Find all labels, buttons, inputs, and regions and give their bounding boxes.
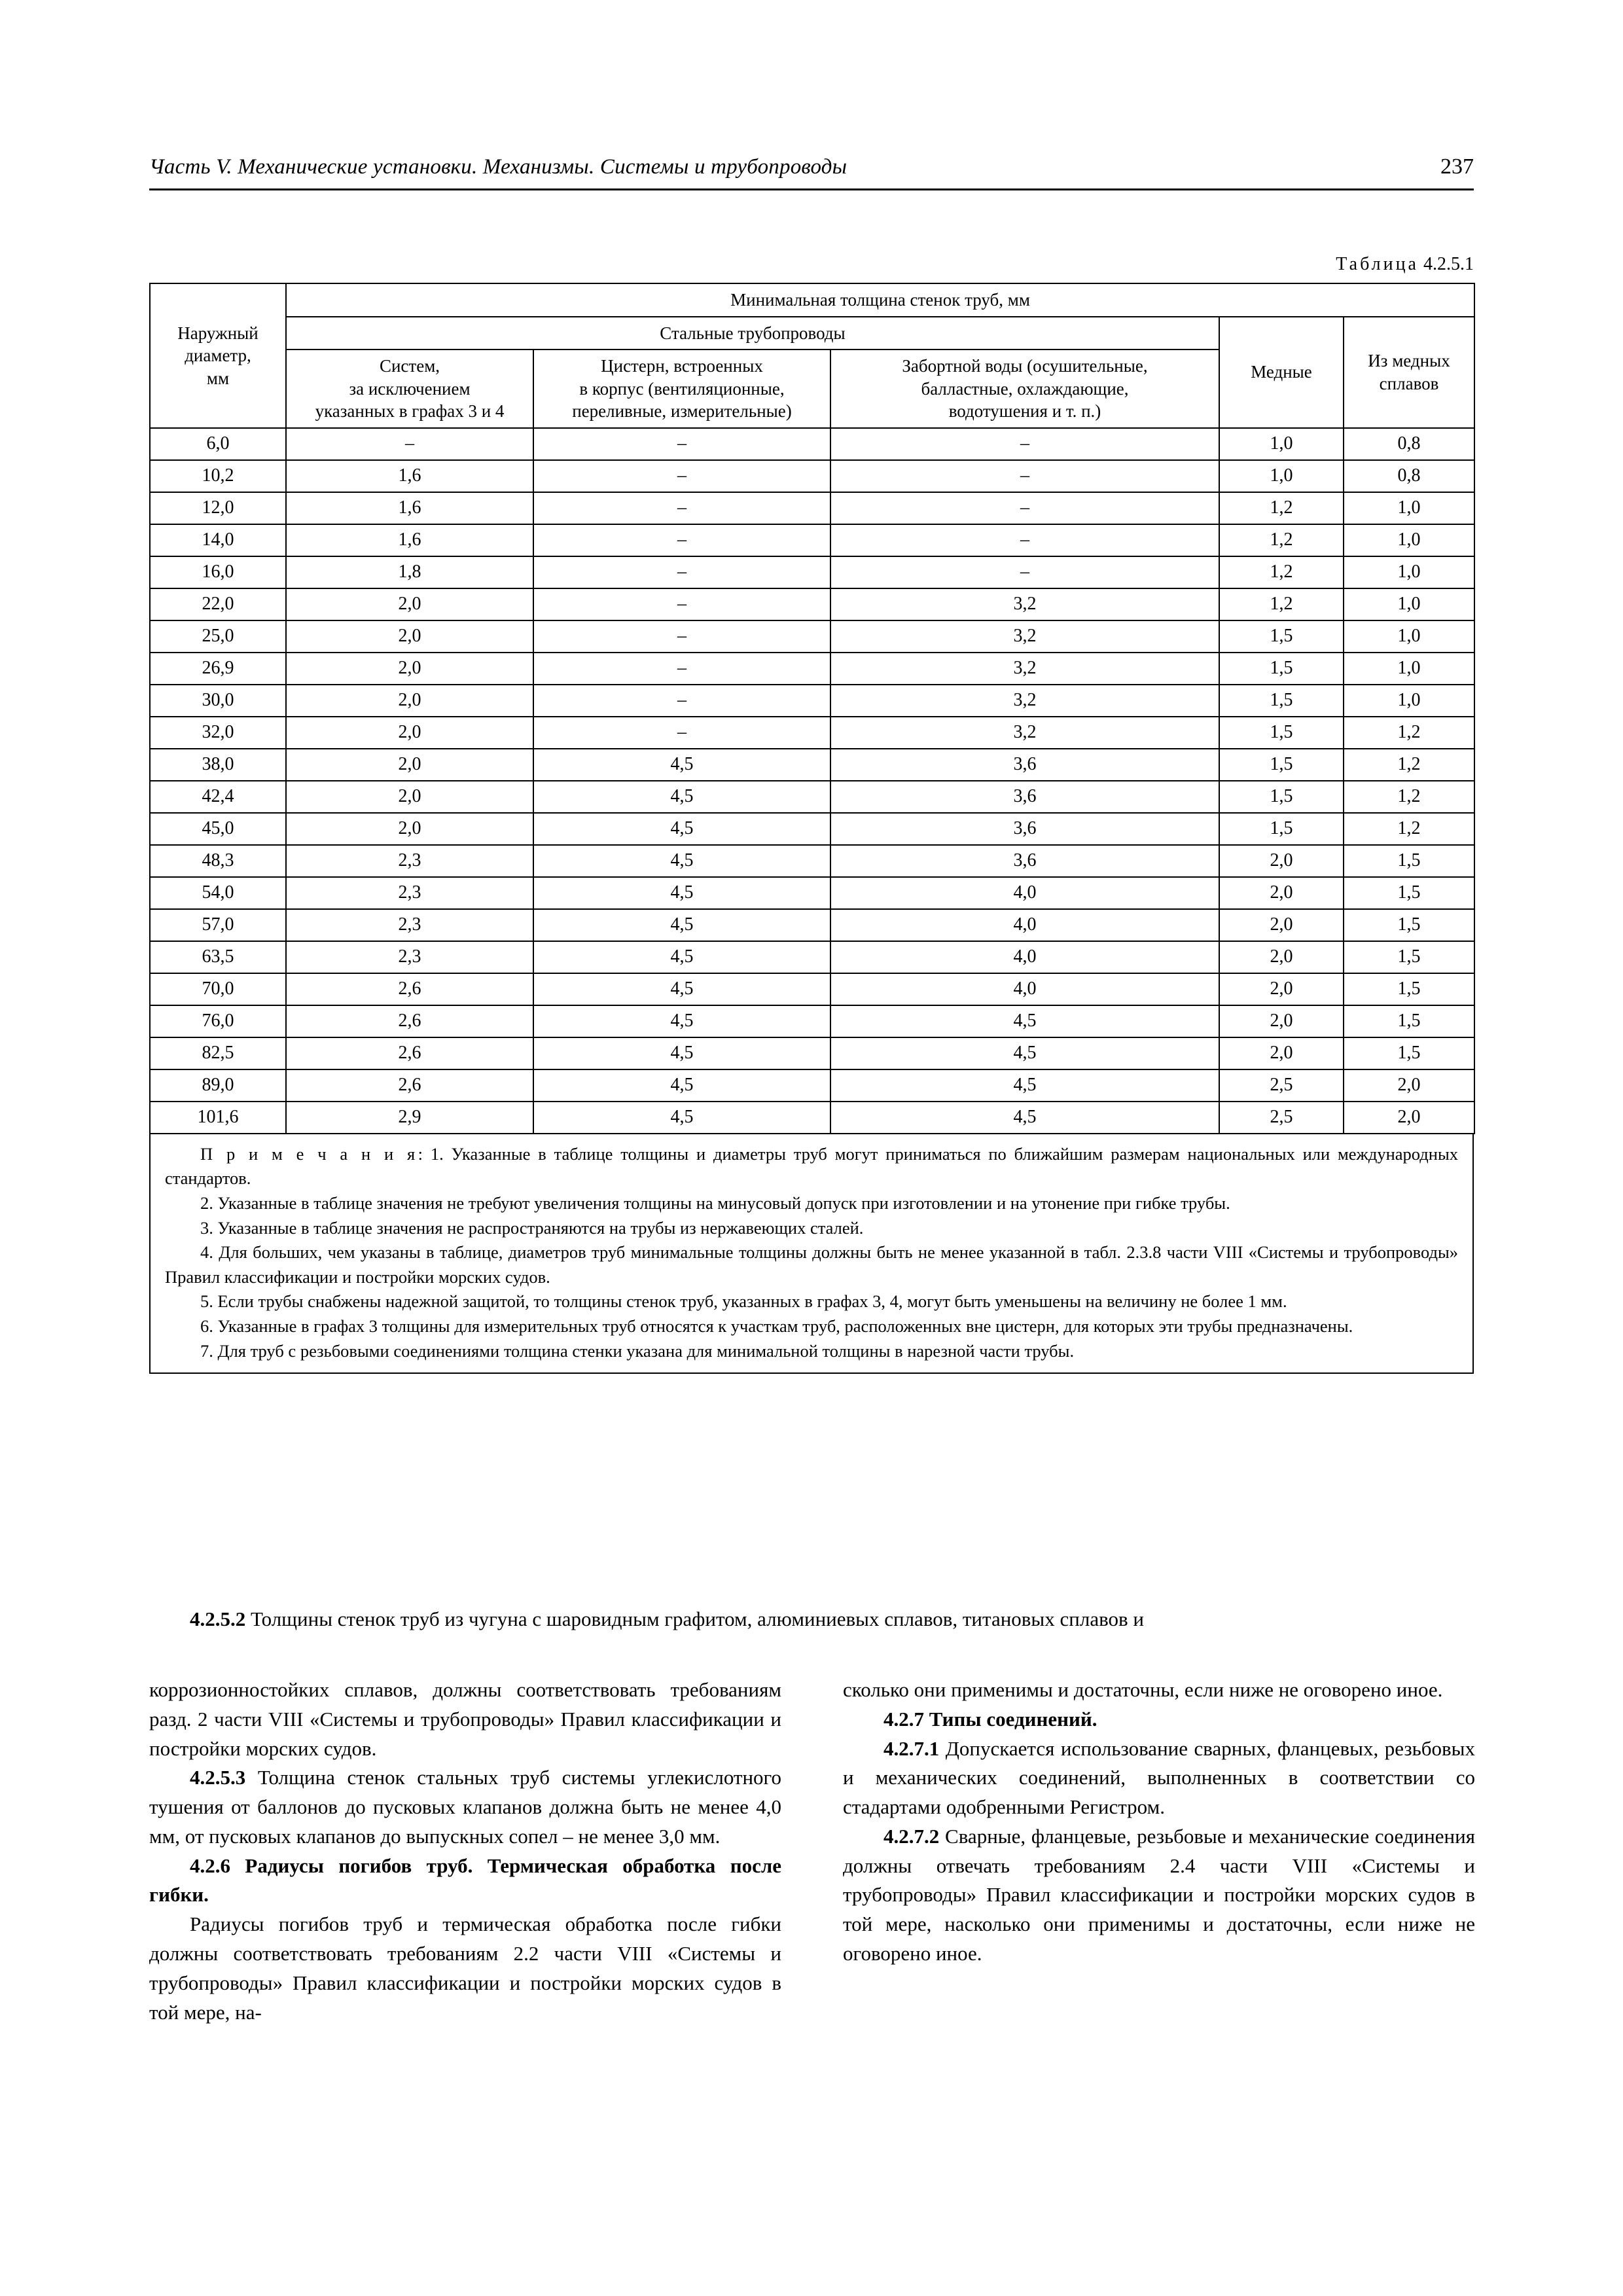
cell-thickness: 2,0 — [1344, 1069, 1474, 1102]
cell-thickness: 4,5 — [533, 781, 830, 813]
cell-diameter: 42,4 — [150, 781, 286, 813]
cell-thickness: 2,0 — [1219, 1037, 1344, 1069]
header-outer-diameter-text: Наружный диаметр, мм — [177, 323, 259, 388]
cell-thickness: – — [533, 428, 830, 460]
header-steel-pipelines: Стальные трубопроводы — [286, 317, 1219, 350]
cell-thickness: 1,2 — [1344, 749, 1474, 781]
cell-thickness: 1,5 — [1344, 973, 1474, 1005]
cell-thickness: 1,0 — [1219, 428, 1344, 460]
cell-thickness: 2,3 — [286, 845, 533, 877]
cell-thickness: 1,5 — [1344, 845, 1474, 877]
header-min-thickness: Минимальная толщина стенок труб, мм — [286, 283, 1474, 317]
table-row — [150, 556, 1474, 588]
table-head-row-2 — [150, 317, 1474, 350]
table-caption-number: 4.2.5.1 — [1423, 254, 1474, 274]
cell-diameter: 16,0 — [150, 556, 286, 588]
body-paragraph-number: 4.2.7.1 — [883, 1736, 940, 1760]
cell-thickness: 1,6 — [286, 492, 533, 524]
body-paragraph — [843, 1676, 1475, 1705]
body-paragraph-text: Толщина стенок стальных труб системы углекислотного тушения от баллонов до пусковых клапанов должна быть не менее 4,0 мм, от пусковых клапанов до выпускных сопел – не менее 3,0 мм. — [149, 1766, 781, 1848]
cell-thickness: – — [533, 653, 830, 685]
cell-thickness: 1,5 — [1219, 653, 1344, 685]
cell-thickness: 1,0 — [1219, 460, 1344, 492]
cell-thickness: 1,0 — [1344, 524, 1474, 556]
cell-thickness: 4,5 — [533, 941, 830, 973]
cell-thickness: 1,8 — [286, 556, 533, 588]
cell-thickness: 2,0 — [286, 588, 533, 620]
header-copper: Медные — [1219, 317, 1344, 428]
running-head-rule — [149, 188, 1474, 190]
cell-thickness: 2,0 — [1219, 1005, 1344, 1037]
cell-thickness: 2,5 — [1219, 1069, 1344, 1102]
cell-diameter: 12,0 — [150, 492, 286, 524]
cell-diameter: 89,0 — [150, 1069, 286, 1102]
page-number: 237 — [1440, 154, 1474, 179]
table-row — [150, 877, 1474, 909]
table-note: 2. Указанные в таблице значения не требуют увеличения толщины на минусовый допуск при изготовлении и на утонение при гибке трубы. — [200, 1193, 1230, 1213]
body-paragraph — [149, 1763, 781, 1851]
cell-thickness: 1,2 — [1344, 717, 1474, 749]
cell-thickness: 3,2 — [830, 685, 1219, 717]
cell-diameter: 22,0 — [150, 588, 286, 620]
cell-thickness: 3,6 — [830, 749, 1219, 781]
body-paragraph-text: коррозионностойких сплавов, должны соответствовать требованиям разд. 2 части VIII «Системы и трубопроводы» Правил классификации и постройки морских судов. — [149, 1678, 781, 1760]
header-seawater-text: Забортной воды (осушительные, балластные, охлаждающие, водотушения и т. п.) — [902, 356, 1148, 422]
cell-thickness: 1,0 — [1344, 653, 1474, 685]
cell-diameter: 63,5 — [150, 941, 286, 973]
cell-thickness: 2,6 — [286, 1037, 533, 1069]
body-paragraph — [149, 1852, 781, 1910]
table-row — [150, 685, 1474, 717]
cell-diameter: 76,0 — [150, 1005, 286, 1037]
cell-diameter: 57,0 — [150, 909, 286, 941]
cell-thickness: 1,5 — [1219, 685, 1344, 717]
cell-thickness: 2,3 — [286, 909, 533, 941]
cell-diameter: 14,0 — [150, 524, 286, 556]
cell-thickness: – — [830, 492, 1219, 524]
cell-thickness: 3,2 — [830, 588, 1219, 620]
thickness-table-wrapper — [149, 283, 1474, 1374]
cell-diameter: 38,0 — [150, 749, 286, 781]
cell-thickness: 1,2 — [1219, 524, 1344, 556]
cell-thickness: 3,6 — [830, 845, 1219, 877]
cell-diameter: 54,0 — [150, 877, 286, 909]
cell-diameter: 26,9 — [150, 653, 286, 685]
paragraph-4-2-5-2-text: Толщины стенок труб из чугуна с шаровидным графитом, алюминиевых сплавов, титановых сплавов и — [245, 1607, 1144, 1630]
cell-thickness: 2,0 — [1219, 941, 1344, 973]
table-note: 3. Указанные в таблице значения не распространяются на трубы из нержавеющих сталей. — [200, 1217, 864, 1238]
body-paragraph — [843, 1822, 1475, 1969]
cell-thickness: 1,0 — [1344, 685, 1474, 717]
cell-thickness: 2,3 — [286, 941, 533, 973]
table-row — [150, 973, 1474, 1005]
table-row — [150, 524, 1474, 556]
table-row — [150, 781, 1474, 813]
table-head-row-1 — [150, 283, 1474, 317]
cell-thickness: 1,5 — [1344, 909, 1474, 941]
table-row — [150, 813, 1474, 845]
cell-thickness: 4,5 — [533, 973, 830, 1005]
header-seawater — [830, 350, 1219, 428]
cell-thickness: – — [830, 524, 1219, 556]
cell-thickness: 1,2 — [1219, 492, 1344, 524]
cell-thickness: – — [533, 588, 830, 620]
cell-thickness: 1,2 — [1219, 556, 1344, 588]
table-note: 4. Для больших, чем указаны в таблице, диаметров труб минимальные толщины должны быть не менее указанной в табл. 2.3.8 части VIII «Системы и трубопроводы» Правил классификации и постройки морских судов. — [165, 1242, 1458, 1287]
cell-thickness: 4,5 — [830, 1037, 1219, 1069]
cell-thickness: – — [533, 524, 830, 556]
cell-thickness: 0,8 — [1344, 460, 1474, 492]
cell-thickness: 2,0 — [286, 717, 533, 749]
table-row — [150, 749, 1474, 781]
cell-thickness: 4,5 — [533, 813, 830, 845]
table-row — [150, 909, 1474, 941]
cell-thickness: – — [286, 428, 533, 460]
body-paragraph — [149, 1676, 781, 1763]
table-row — [150, 1037, 1474, 1069]
cell-thickness: 4,5 — [830, 1005, 1219, 1037]
header-outer-diameter — [150, 283, 286, 428]
cell-thickness: 1,0 — [1344, 588, 1474, 620]
cell-thickness: 2,3 — [286, 877, 533, 909]
cell-thickness: 1,5 — [1344, 1037, 1474, 1069]
header-copper-alloys — [1344, 317, 1474, 428]
cell-thickness: – — [533, 620, 830, 653]
cell-thickness: – — [830, 556, 1219, 588]
cell-thickness: 4,0 — [830, 941, 1219, 973]
cell-diameter: 70,0 — [150, 973, 286, 1005]
body-paragraph-text: Радиусы погибов труб и термическая обработка после гибки должны соответствовать требованиям 2.2 части VIII «Системы и трубопроводы» Правил классификации и постройки морских судов в той мере, на- — [149, 1912, 781, 2024]
cell-thickness: 1,5 — [1344, 941, 1474, 973]
body-paragraph — [843, 1705, 1475, 1734]
body-paragraph-text: Допускается использование сварных, фланцевых, резьбовых и механических соединений, выполненных в соответствии со стадартами одобренными Регистром. — [843, 1736, 1475, 1819]
header-systems-text: Систем, за исключением указанных в графах 3 и 4 — [315, 356, 505, 422]
cell-thickness: 1,2 — [1219, 588, 1344, 620]
table-note: П р и м е ч а н и я: 1. Указанные в таблице толщины и диаметры труб могут приниматься по ближайшим размерам национальных или международных стандартов. — [165, 1143, 1459, 1189]
cell-thickness: 2,9 — [286, 1102, 533, 1134]
cell-thickness: 2,0 — [1344, 1102, 1474, 1134]
table-caption — [149, 254, 1474, 275]
cell-thickness: 1,0 — [1344, 492, 1474, 524]
cell-thickness: 2,0 — [286, 620, 533, 653]
body-paragraph-number: 4.2.5.3 — [190, 1766, 246, 1789]
cell-thickness: 3,6 — [830, 781, 1219, 813]
table-body — [150, 428, 1474, 1134]
cell-diameter: 82,5 — [150, 1037, 286, 1069]
cell-thickness: 1,5 — [1219, 749, 1344, 781]
paragraph-4-2-5-2-number: 4.2.5.2 — [190, 1607, 246, 1630]
body-paragraph — [843, 1734, 1475, 1822]
table-note: 6. Указанные в графах 3 толщины для измерительных труб относятся к участкам труб, расположенных вне цистерн, для которых эти трубы предназначены. — [200, 1316, 1353, 1336]
running-head — [149, 154, 1474, 179]
cell-thickness: 4,5 — [533, 845, 830, 877]
cell-thickness: 1,6 — [286, 460, 533, 492]
table-row — [150, 653, 1474, 685]
cell-thickness: 4,5 — [533, 877, 830, 909]
table-row — [150, 845, 1474, 877]
cell-thickness: 2,5 — [1219, 1102, 1344, 1134]
cell-thickness: – — [533, 556, 830, 588]
cell-thickness: 1,0 — [1344, 556, 1474, 588]
cell-thickness: 4,5 — [830, 1102, 1219, 1134]
table-caption-label: Таблица — [1336, 254, 1419, 274]
table-row — [150, 428, 1474, 460]
cell-diameter: 6,0 — [150, 428, 286, 460]
cell-thickness: 2,0 — [1219, 877, 1344, 909]
body-paragraph — [149, 1910, 781, 2027]
cell-thickness: 2,0 — [286, 813, 533, 845]
cell-thickness: – — [533, 492, 830, 524]
table-note: 7. Для труб с резьбовыми соединениями толщина стенки указана для минимальной толщины в нарезной части трубы. — [200, 1340, 1075, 1361]
body-paragraph-number: 4.2.6 Радиусы погибов труб. Термическая обработка после гибки. — [149, 1854, 781, 1907]
table-note: 5. Если трубы снабжены надежной защитой, то толщины стенок труб, указанных в графах 3, 4, могут быть уменьшены на величину не более 1 мм. — [200, 1291, 1287, 1312]
body-paragraph-number: 4.2.7.2 — [883, 1824, 940, 1848]
cell-thickness: 4,5 — [533, 909, 830, 941]
header-systems — [286, 350, 533, 428]
body-columns — [149, 1676, 1475, 2265]
cell-diameter: 25,0 — [150, 620, 286, 653]
cell-thickness: 1,5 — [1219, 813, 1344, 845]
table-row — [150, 1005, 1474, 1037]
cell-thickness: 4,5 — [830, 1069, 1219, 1102]
header-tanks — [533, 350, 830, 428]
table-notes-label: П р и м е ч а н и я — [200, 1143, 418, 1164]
cell-thickness: 1,0 — [1344, 620, 1474, 653]
cell-thickness: 3,2 — [830, 653, 1219, 685]
header-tanks-text: Цистерн, встроенных в корпус (вентиляционные, переливные, измерительные) — [572, 356, 792, 422]
table-notes — [149, 1134, 1474, 1374]
cell-thickness: 3,6 — [830, 813, 1219, 845]
table-head — [150, 283, 1474, 428]
body-paragraph-text: Сварные, фланцевые, резьбовые и механические соединения должны отвечать требованиям 2.4 части VIII «Системы и трубопроводы» Правил классификации и постройки морских судов в той мере, насколько они применимы и достаточны, если ниже не оговорено иное. — [843, 1824, 1475, 1965]
thickness-table — [149, 283, 1475, 1134]
cell-thickness: 2,6 — [286, 973, 533, 1005]
cell-diameter: 101,6 — [150, 1102, 286, 1134]
cell-thickness: 1,2 — [1344, 781, 1474, 813]
cell-diameter: 30,0 — [150, 685, 286, 717]
body-column-left — [149, 1676, 781, 2027]
cell-thickness: 4,0 — [830, 877, 1219, 909]
cell-thickness: 4,0 — [830, 909, 1219, 941]
cell-thickness: 4,5 — [533, 749, 830, 781]
table-row — [150, 492, 1474, 524]
cell-diameter: 48,3 — [150, 845, 286, 877]
cell-thickness: 2,0 — [1219, 845, 1344, 877]
cell-thickness: 3,2 — [830, 620, 1219, 653]
cell-thickness: – — [533, 460, 830, 492]
cell-diameter: 45,0 — [150, 813, 286, 845]
cell-thickness: 1,5 — [1219, 717, 1344, 749]
cell-thickness: – — [830, 428, 1219, 460]
table-row — [150, 941, 1474, 973]
cell-thickness: 0,8 — [1344, 428, 1474, 460]
header-copper-alloys-text: Из медных сплавов — [1368, 351, 1450, 393]
cell-thickness: 2,0 — [286, 685, 533, 717]
body-column-right — [843, 1676, 1475, 1969]
paragraph-4-2-5-2-lead — [149, 1605, 1475, 1634]
cell-thickness: 4,0 — [830, 973, 1219, 1005]
cell-thickness: 3,2 — [830, 717, 1219, 749]
cell-thickness: 2,0 — [286, 749, 533, 781]
body-paragraph-text: сколько они применимы и достаточны, если ниже не оговорено иное. — [843, 1678, 1443, 1701]
cell-thickness: 2,6 — [286, 1005, 533, 1037]
cell-thickness: – — [533, 717, 830, 749]
body-paragraph-number: 4.2.7 Типы соединений. — [883, 1707, 1097, 1731]
cell-thickness: 4,5 — [533, 1069, 830, 1102]
table-row — [150, 1069, 1474, 1102]
table-row — [150, 620, 1474, 653]
cell-diameter: 32,0 — [150, 717, 286, 749]
cell-thickness: 1,6 — [286, 524, 533, 556]
cell-thickness: 1,5 — [1219, 781, 1344, 813]
cell-thickness: 1,2 — [1344, 813, 1474, 845]
table-row — [150, 1102, 1474, 1134]
cell-thickness: 2,0 — [1219, 909, 1344, 941]
table-row — [150, 588, 1474, 620]
cell-thickness: 1,5 — [1219, 620, 1344, 653]
cell-thickness: 4,5 — [533, 1005, 830, 1037]
cell-thickness: 2,0 — [286, 781, 533, 813]
cell-thickness: 4,5 — [533, 1037, 830, 1069]
running-head-title: Часть V. Механические установки. Механизмы. Системы и трубопроводы — [149, 155, 847, 179]
cell-thickness: – — [830, 460, 1219, 492]
cell-thickness: – — [533, 685, 830, 717]
cell-thickness: 1,5 — [1344, 877, 1474, 909]
cell-thickness: 2,0 — [286, 653, 533, 685]
table-row — [150, 717, 1474, 749]
cell-thickness: 2,6 — [286, 1069, 533, 1102]
table-row — [150, 460, 1474, 492]
cell-diameter: 10,2 — [150, 460, 286, 492]
cell-thickness: 4,5 — [533, 1102, 830, 1134]
cell-thickness: 1,5 — [1344, 1005, 1474, 1037]
cell-thickness: 2,0 — [1219, 973, 1344, 1005]
